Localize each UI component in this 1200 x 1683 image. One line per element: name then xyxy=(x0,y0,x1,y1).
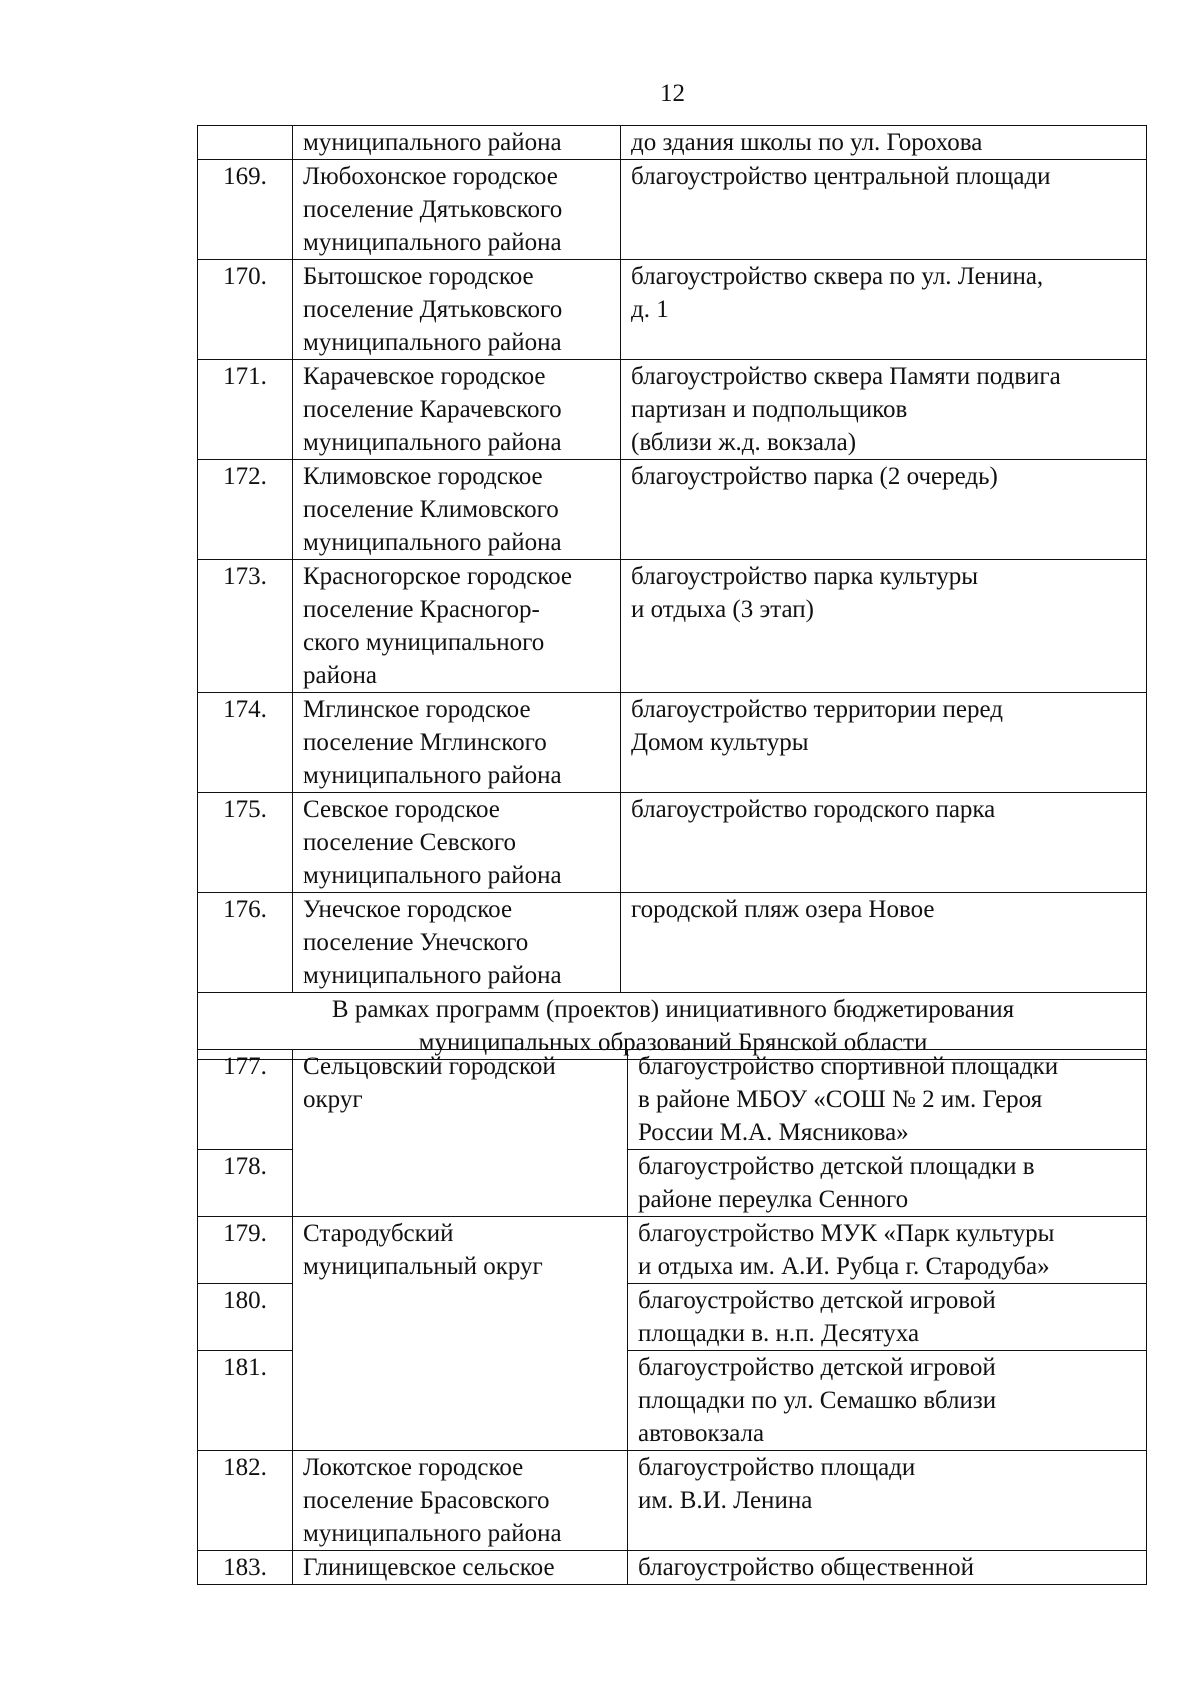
section-heading-line: муниципальных образований Брянской области xyxy=(418,1029,928,1056)
table-row xyxy=(198,793,1147,893)
section-heading-line: В рамках программ (проектов) инициативного бюджетирования xyxy=(331,996,1015,1023)
project-line: благоустройство парка культуры xyxy=(631,563,979,590)
project-line: районе переулка Сенного xyxy=(638,1186,909,1213)
project-line: и отдыха им. А.И. Рубца г. Стародуба» xyxy=(638,1253,1050,1280)
row-number: 170. xyxy=(198,260,293,360)
project-line: городской пляж озера Новое xyxy=(631,896,935,923)
row-number: 181. xyxy=(198,1351,293,1451)
project-line: благоустройство МУК «Парк культуры xyxy=(638,1220,1055,1247)
projects-table-lower xyxy=(197,1049,1147,1585)
row-number: 174. xyxy=(198,693,293,793)
project-line: благоустройство детской площадки в xyxy=(638,1153,1035,1180)
municipality-cell xyxy=(293,160,621,260)
municipality-cell xyxy=(293,693,621,793)
project-line: площадки по ул. Семашко вблизи xyxy=(638,1387,997,1414)
project-cell xyxy=(628,1451,1147,1551)
project-cell xyxy=(621,693,1147,793)
project-line: благоустройство территории перед xyxy=(631,696,1003,723)
page-number: 12 xyxy=(660,80,685,107)
project-line: России М.А. Мясникова» xyxy=(638,1119,909,1146)
table-row xyxy=(198,1050,1147,1150)
municipality-line: муниципального района xyxy=(303,329,562,356)
municipality-line: Севское городское xyxy=(303,796,500,823)
project-line: благоустройство площади xyxy=(638,1454,916,1481)
project-line: площадки в. н.п. Десятуха xyxy=(638,1320,920,1347)
municipality-line: Мглинское городское xyxy=(303,696,531,723)
table-row xyxy=(198,893,1147,993)
project-line: благоустройство сквера Памяти подвига xyxy=(631,363,1061,390)
municipality-line: муниципального района xyxy=(303,1520,562,1547)
project-cell xyxy=(621,360,1147,460)
row-number: 182. xyxy=(198,1451,293,1551)
project-line: благоустройство центральной площади xyxy=(631,163,1051,190)
municipality-line: Любохонское городское xyxy=(303,163,558,190)
municipality-line: поселение Красногор- xyxy=(303,596,540,623)
project-line: благоустройство парка (2 очередь) xyxy=(631,463,998,490)
project-line: им. В.И. Ленина xyxy=(638,1487,813,1514)
project-cell xyxy=(621,793,1147,893)
municipality-cell xyxy=(293,260,621,360)
project-line: (вблизи ж.д. вокзала) xyxy=(631,429,857,456)
row-number: 178. xyxy=(198,1150,293,1217)
row-number xyxy=(198,126,293,160)
project-cell xyxy=(628,1351,1147,1451)
project-cell xyxy=(621,260,1147,360)
municipality-line: Унечское городское xyxy=(303,896,513,923)
project-line: Домом культуры xyxy=(631,729,809,756)
table-row xyxy=(198,560,1147,693)
project-cell xyxy=(621,126,1147,160)
municipality-line: поселение Дятьковского xyxy=(303,296,563,323)
project-line: благоустройство детской игровой xyxy=(638,1354,996,1381)
row-number: 176. xyxy=(198,893,293,993)
table-row xyxy=(198,1451,1147,1551)
project-cell xyxy=(628,1150,1147,1217)
project-line: благоустройство детской игровой xyxy=(638,1287,996,1314)
project-line: автовокзала xyxy=(638,1420,765,1447)
municipality-line: муниципального района xyxy=(303,862,562,889)
table-row xyxy=(198,1217,1147,1284)
table-row xyxy=(198,260,1147,360)
municipality-cell xyxy=(293,1551,628,1585)
municipality-line: поселение Мглинского xyxy=(303,729,547,756)
project-cell xyxy=(628,1217,1147,1284)
project-line: благоустройство сквера по ул. Ленина, xyxy=(631,263,1044,290)
project-cell xyxy=(621,560,1147,693)
municipality-line: Карачевское городское xyxy=(303,363,546,390)
municipality-cell xyxy=(293,1050,628,1217)
municipality-line: поселение Климовского xyxy=(303,496,559,523)
table-row xyxy=(198,1551,1147,1585)
project-cell xyxy=(621,160,1147,260)
project-line: и отдыха (3 этап) xyxy=(631,596,814,623)
municipality-line: Стародубский xyxy=(303,1220,454,1247)
row-number: 177. xyxy=(198,1050,293,1150)
row-number: 173. xyxy=(198,560,293,693)
municipality-cell xyxy=(293,893,621,993)
municipality-line: округ xyxy=(303,1086,363,1113)
row-number: 183. xyxy=(198,1551,293,1585)
row-number: 179. xyxy=(198,1217,293,1284)
municipality-cell xyxy=(293,560,621,693)
projects-table xyxy=(197,125,1147,1060)
municipality-cell xyxy=(293,1451,628,1551)
municipality-line: Локотское городское xyxy=(303,1454,524,1481)
project-cell xyxy=(628,1284,1147,1351)
project-line: благоустройство общественной xyxy=(638,1554,975,1581)
municipality-line: Красногорское городское xyxy=(303,563,573,590)
project-line: благоустройство спортивной площадки xyxy=(638,1053,1059,1080)
row-number: 172. xyxy=(198,460,293,560)
project-line: благоустройство городского парка xyxy=(631,796,996,823)
table-bottom-body xyxy=(198,1050,1147,1585)
table-row xyxy=(198,160,1147,260)
row-number: 175. xyxy=(198,793,293,893)
municipality-line: Климовское городское xyxy=(303,463,543,490)
municipality-line: муниципального района xyxy=(303,429,562,456)
municipality-cell xyxy=(293,126,621,160)
municipality-line: муниципального района xyxy=(303,962,562,989)
project-cell xyxy=(621,460,1147,560)
project-line: в районе МБОУ «СОШ № 2 им. Героя xyxy=(638,1086,1043,1113)
municipality-line: Сельцовский городской xyxy=(303,1053,556,1080)
table-row xyxy=(198,460,1147,560)
municipality-line: ского муниципального xyxy=(303,629,545,656)
municipality-line: района xyxy=(303,662,377,689)
municipality-line: Бытошское городское xyxy=(303,263,534,290)
project-cell xyxy=(628,1551,1147,1585)
row-number: 169. xyxy=(198,160,293,260)
municipality-line: муниципального района xyxy=(303,762,562,789)
table-row xyxy=(198,126,1147,160)
table-row xyxy=(198,360,1147,460)
municipality-line: поселение Дятьковского xyxy=(303,196,563,223)
project-line: д. 1 xyxy=(631,296,669,323)
municipality-line: муниципального района xyxy=(303,529,562,556)
municipality-line: Глинищевское сельское xyxy=(303,1554,555,1581)
municipality-line: поселение Брасовского xyxy=(303,1487,550,1514)
municipality-line: поселение Унечского xyxy=(303,929,529,956)
municipality-cell xyxy=(293,360,621,460)
municipality-cell xyxy=(293,793,621,893)
municipality-line: муниципального района xyxy=(303,229,562,256)
project-cell xyxy=(628,1050,1147,1150)
project-cell xyxy=(621,893,1147,993)
municipality-line: муниципальный округ xyxy=(303,1253,543,1280)
municipality-cell xyxy=(293,460,621,560)
municipality-line: поселение Карачевского xyxy=(303,396,562,423)
row-number: 180. xyxy=(198,1284,293,1351)
table-row xyxy=(198,693,1147,793)
municipality-cell xyxy=(293,1217,628,1451)
municipality-line: поселение Севского xyxy=(303,829,517,856)
project-line: до здания школы по ул. Горохова xyxy=(631,129,983,156)
municipality-line: муниципального района xyxy=(303,129,562,156)
project-line: партизан и подпольщиков xyxy=(631,396,908,423)
table-top-body xyxy=(198,126,1147,1060)
row-number: 171. xyxy=(198,360,293,460)
